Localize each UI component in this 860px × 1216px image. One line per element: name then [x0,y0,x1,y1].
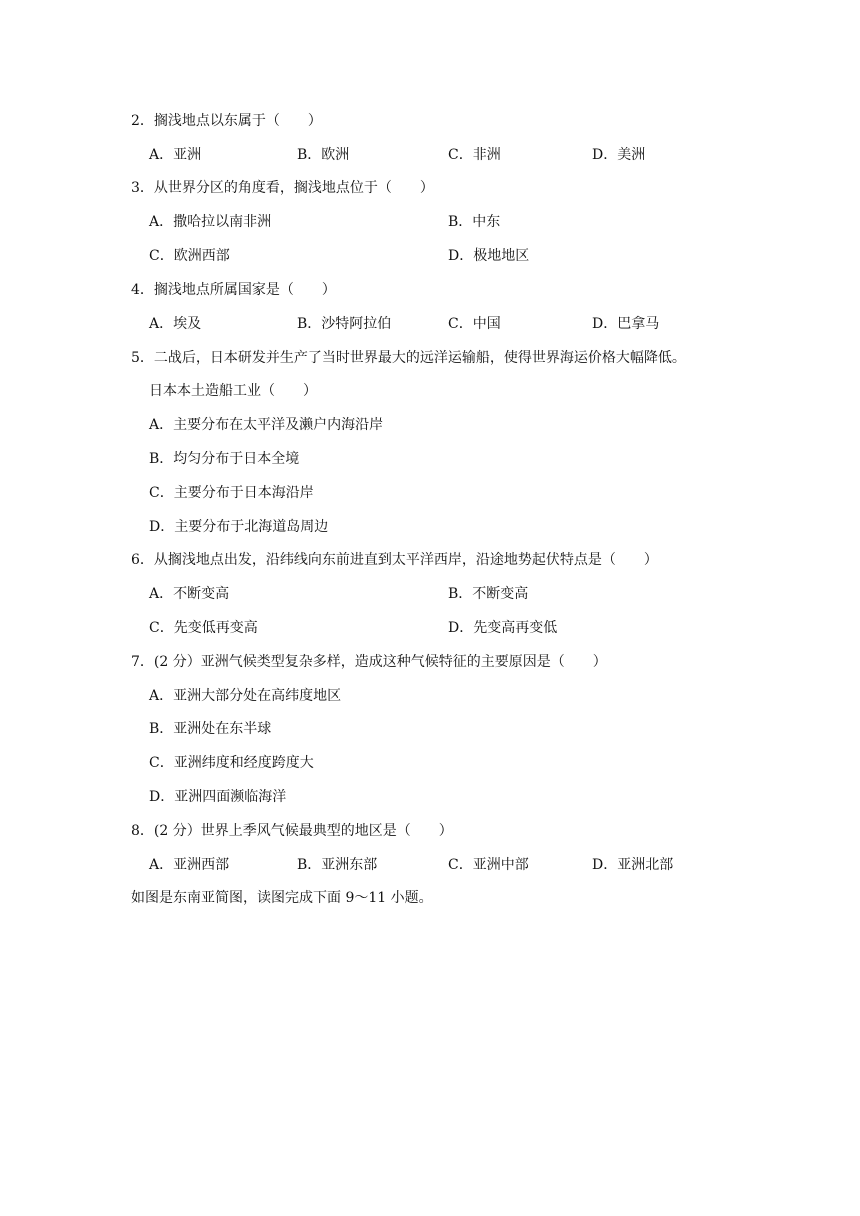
question-4-stem: 4．搁浅地点所属国家是（ ） [131,282,336,298]
question-8-option-d: D．亚洲北部 [592,857,674,873]
question-5-option-b: B．均匀分布于日本全境 [149,451,300,467]
question-5-stem: 5．二战后，日本研发并生产了当时世界最大的远洋运输船，使得世界海运价格大幅降低。 [131,350,686,366]
question-3-option-b: B．中东 [448,214,501,230]
question-3-stem: 3．从世界分区的角度看，搁浅地点位于（ ） [131,180,434,196]
question-2-option-d: D．美洲 [592,147,646,163]
question-3-option-d: D．极地地区 [448,248,530,264]
question-4-option-b: B．沙特阿拉伯 [297,316,392,332]
section-intro: 如图是东南亚简图，读图完成下面 9～11 小题。 [131,890,433,906]
question-3-option-a: A．撒哈拉以南非洲 [149,214,272,230]
question-6-option-a: A．不断变高 [149,586,230,602]
question-4-option-d: D．巴拿马 [592,316,660,332]
question-6-option-c: C．先变低再变高 [149,620,258,636]
question-3-option-c: C．欧洲西部 [149,248,230,264]
question-6-stem: 6．从搁浅地点出发，沿纬线向东前进直到太平洋西岸，沿途地势起伏特点是（ ） [131,552,658,568]
question-5-option-c: C．主要分布于日本海沿岸 [149,485,314,501]
question-2-option-b: B．欧洲 [297,147,350,163]
question-8-option-a: A．亚洲西部 [149,857,230,873]
question-5-option-d: D．主要分布于北海道岛周边 [149,519,329,535]
question-5-stem-continuation: 日本本土造船工业（ ） [149,383,317,399]
question-2-option-c: C．非洲 [448,147,501,163]
question-2-stem: 2．搁浅地点以东属于（ ） [131,113,322,129]
question-7-option-c: C．亚洲纬度和经度跨度大 [149,755,314,771]
question-8-option-b: B．亚洲东部 [297,857,378,873]
question-4-option-a: A．埃及 [149,316,202,332]
question-8-option-c: C．亚洲中部 [448,857,529,873]
question-6-option-d: D．先变高再变低 [448,620,558,636]
question-2-option-a: A．亚洲 [149,147,202,163]
question-8-stem: 8．(2 分）世界上季风气候最典型的地区是（ ） [131,823,453,839]
question-7-option-b: B．亚洲处在东半球 [149,721,272,737]
question-5-option-a: A．主要分布在太平洋及濑户内海沿岸 [149,417,384,433]
question-7-stem: 7．(2 分）亚洲气候类型复杂多样，造成这种气候特征的主要原因是（ ） [131,654,607,670]
question-7-option-d: D．亚洲四面濒临海洋 [149,789,287,805]
question-6-option-b: B．不断变高 [448,586,529,602]
question-7-option-a: A．亚洲大部分处在高纬度地区 [149,688,342,704]
question-4-option-c: C．中国 [448,316,501,332]
